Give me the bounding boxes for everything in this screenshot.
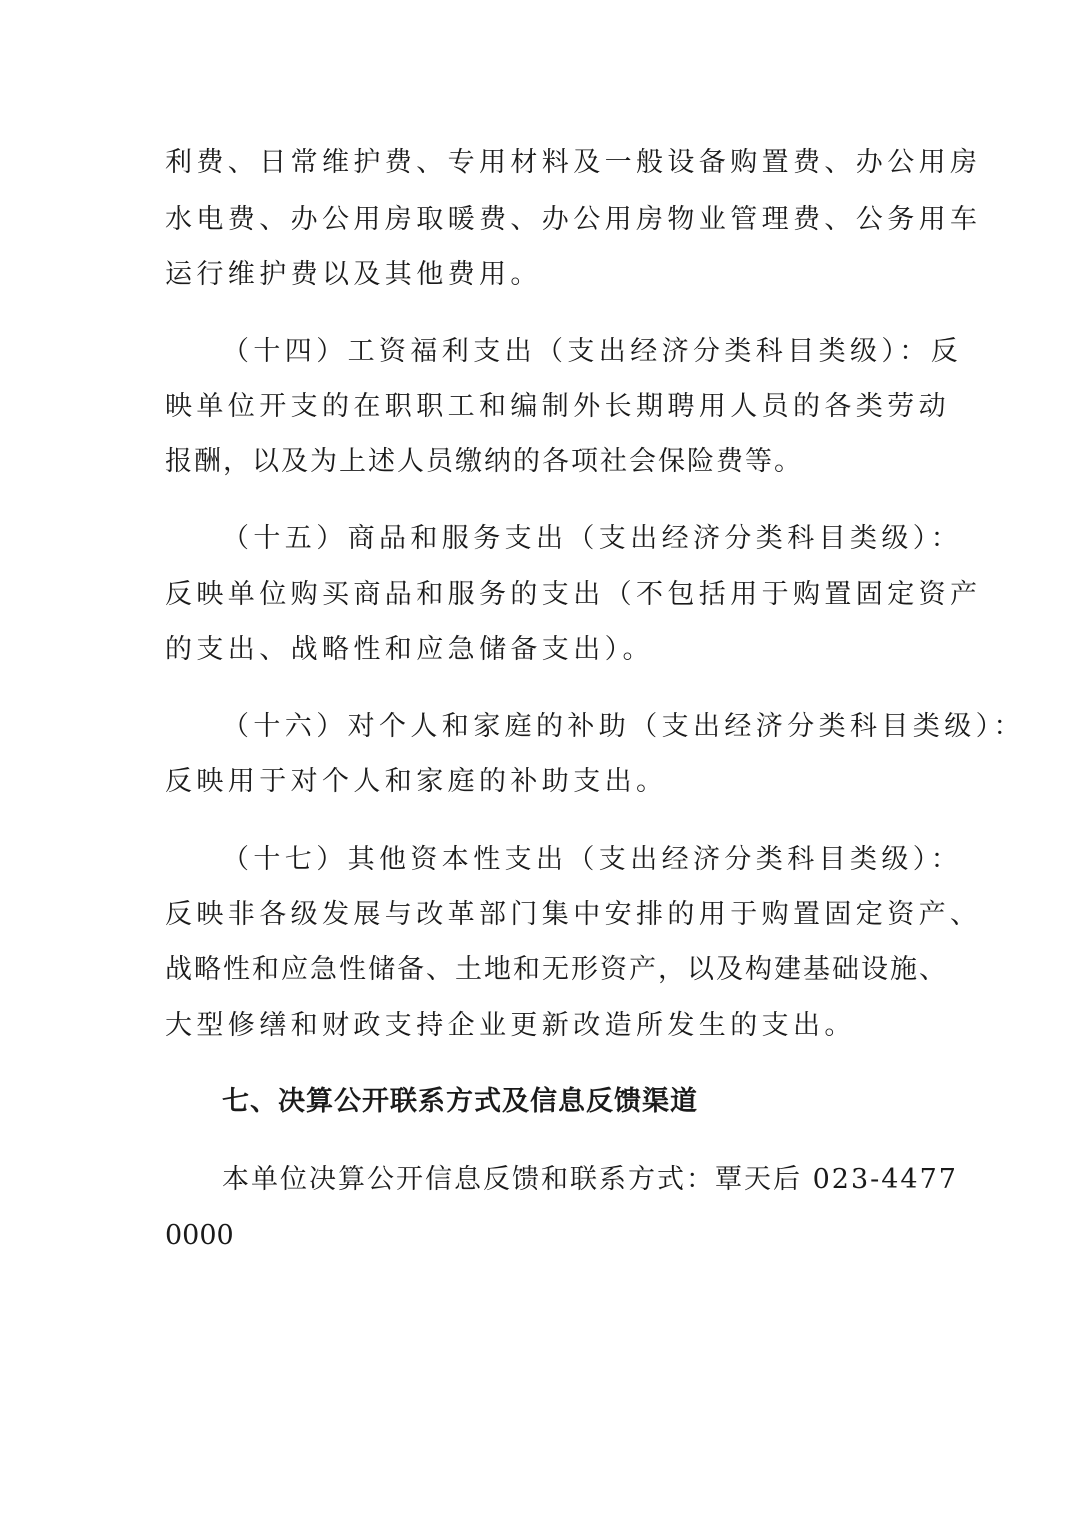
paragraph-line: 反映非各级发展与改革部门集中安排的用于购置固定资产、 (165, 899, 982, 930)
paragraph-line: 利费、日常维护费、专用材料及一般设备购置费、办公用房 (165, 147, 982, 178)
paragraph-line: 运行维护费以及其他费用。 (165, 259, 542, 290)
paragraph-line: （十四）工资福利支出（支出经济分类科目类级）：反 (222, 336, 963, 367)
paragraph-line: 报酬，以及为上述人员缴纳的各项社会保险费等。 (165, 446, 803, 477)
paragraph-line: 反映用于对个人和家庭的补助支出。 (165, 766, 668, 797)
paragraph-line: 大型修缮和财政支持企业更新改造所发生的支出。 (165, 1010, 856, 1041)
section-heading: 七、决算公开联系方式及信息反馈渠道 (222, 1086, 698, 1117)
paragraph-line: 战略性和应急性储备、土地和无形资产，以及构建基础设施、 (165, 954, 948, 985)
contact-line: 本单位决算公开信息反馈和联系方式：覃天后 023-4477 (222, 1164, 958, 1195)
paragraph-line: 的支出、战略性和应急储备支出）。 (165, 634, 654, 665)
paragraph-line: （十五）商品和服务支出（支出经济分类科目类级）： (222, 523, 963, 554)
contact-line: 0000 (165, 1220, 234, 1251)
paragraph-line: 映单位开支的在职职工和编制外长期聘用人员的各类劳动 (165, 391, 950, 422)
paragraph-line: 反映单位购买商品和服务的支出（不包括用于购置固定资产 (165, 579, 982, 610)
paragraph-line: （十六）对个人和家庭的补助（支出经济分类科目类级）： (222, 711, 1025, 742)
paragraph-line: （十七）其他资本性支出（支出经济分类科目类级）： (222, 844, 963, 875)
paragraph-line: 水电费、办公用房取暖费、办公用房物业管理费、公务用车 (165, 204, 982, 235)
